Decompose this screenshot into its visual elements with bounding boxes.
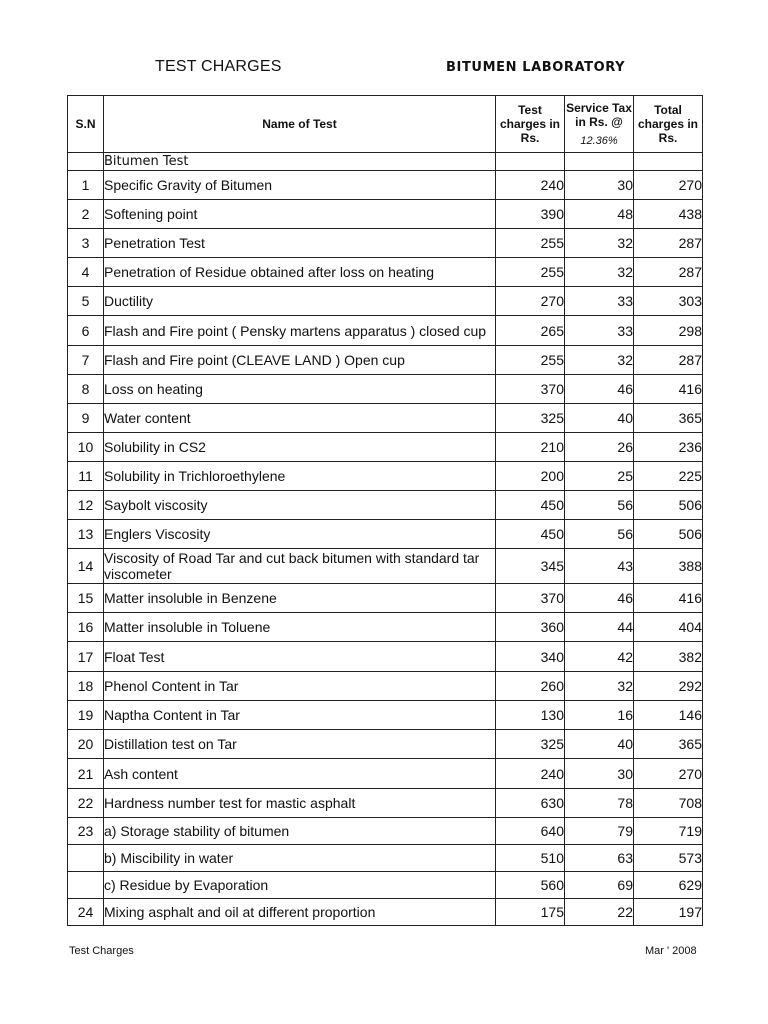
row-test-name: Solubility in CS2 [104, 433, 496, 462]
row-test-charges: 210 [496, 433, 565, 462]
table-row [68, 584, 703, 613]
table-row [68, 789, 703, 818]
row-total-charges: 719 [634, 818, 703, 845]
row-sn: 2 [68, 200, 104, 229]
row-test-name: Hardness number test for mastic asphalt [104, 789, 496, 818]
row-total-charges: 438 [634, 200, 703, 229]
row-sn: 9 [68, 404, 104, 433]
row-total-charges: 365 [634, 730, 703, 759]
row-test-name: Water content [104, 404, 496, 433]
row-total-charges: 225 [634, 462, 703, 491]
table-row [68, 491, 703, 520]
row-sn: 6 [68, 316, 104, 346]
column-header-tax-label: Service Tax in Rs. @ [566, 100, 632, 129]
row-test-charges: 370 [496, 375, 565, 404]
laboratory-title: BITUMEN LABORATORY [446, 60, 626, 75]
table-row [68, 730, 703, 759]
test-charges-table [67, 95, 703, 926]
table-row [68, 404, 703, 433]
table-row [68, 200, 703, 229]
row-service-tax: 30 [565, 171, 634, 200]
row-total-charges: 416 [634, 584, 703, 613]
row-service-tax: 44 [565, 613, 634, 642]
row-total-charges: 287 [634, 229, 703, 258]
table-row [68, 229, 703, 258]
row-sn [68, 872, 104, 899]
table-row [68, 701, 703, 730]
row-test-charges: 255 [496, 229, 565, 258]
table-row [68, 672, 703, 701]
row-service-tax: 79 [565, 818, 634, 845]
table-row [68, 462, 703, 491]
table-row [68, 549, 703, 584]
row-sn: 12 [68, 491, 104, 520]
row-test-charges: 360 [496, 613, 565, 642]
row-test-charges: 390 [496, 200, 565, 229]
row-service-tax: 56 [565, 491, 634, 520]
row-test-name: Specific Gravity of Bitumen [104, 171, 496, 200]
column-header-total: Total charges in Rs. [634, 96, 703, 153]
row-total-charges: 236 [634, 433, 703, 462]
row-test-name: Englers Viscosity [104, 520, 496, 549]
row-sn: 19 [68, 701, 104, 730]
row-service-tax: 78 [565, 789, 634, 818]
row-test-name: Mixing asphalt and oil at different proportion [104, 899, 496, 926]
row-total-charges: 298 [634, 316, 703, 346]
row-test-charges: 325 [496, 730, 565, 759]
row-service-tax: 40 [565, 404, 634, 433]
row-test-charges: 630 [496, 789, 565, 818]
row-service-tax: 25 [565, 462, 634, 491]
row-sn: 18 [68, 672, 104, 701]
row-service-tax: 32 [565, 258, 634, 287]
row-sn: 21 [68, 759, 104, 789]
row-service-tax: 32 [565, 229, 634, 258]
row-test-name: Float Test [104, 642, 496, 672]
row-total-charges: 270 [634, 171, 703, 200]
row-sn: 14 [68, 549, 104, 584]
row-test-charges: 260 [496, 672, 565, 701]
row-sn: 15 [68, 584, 104, 613]
row-service-tax: 22 [565, 899, 634, 926]
row-service-tax: 33 [565, 316, 634, 346]
row-test-name: Saybolt viscosity [104, 491, 496, 520]
row-test-name: Matter insoluble in Benzene [104, 584, 496, 613]
table-row [68, 818, 703, 845]
table-row [68, 287, 703, 316]
table-header-row [68, 96, 703, 153]
row-test-charges: 130 [496, 701, 565, 730]
row-test-charges: 270 [496, 287, 565, 316]
row-total-charges: 573 [634, 845, 703, 872]
row-total-charges: 270 [634, 759, 703, 789]
section-label: Bitumen Test [104, 153, 496, 171]
row-test-name: Viscosity of Road Tar and cut back bitumen with standard tar viscometer [104, 549, 496, 584]
row-test-name: Penetration of Residue obtained after loss on heating [104, 258, 496, 287]
row-sn: 3 [68, 229, 104, 258]
table-row [68, 613, 703, 642]
row-test-name: Flash and Fire point ( Pensky martens apparatus ) closed cup [104, 316, 496, 346]
row-test-name: Matter insoluble in Toluene [104, 613, 496, 642]
document-title: TEST CHARGES [155, 58, 282, 75]
row-total-charges: 388 [634, 549, 703, 584]
table-row [68, 759, 703, 789]
row-service-tax: 43 [565, 549, 634, 584]
row-service-tax: 63 [565, 845, 634, 872]
row-test-name: Penetration Test [104, 229, 496, 258]
row-service-tax: 16 [565, 701, 634, 730]
row-test-charges: 255 [496, 258, 565, 287]
row-test-name: Flash and Fire point (CLEAVE LAND ) Open cup [104, 346, 496, 375]
table-row [68, 346, 703, 375]
table-row [68, 171, 703, 200]
row-test-name: Distillation test on Tar [104, 730, 496, 759]
table-row [68, 375, 703, 404]
row-sn [68, 845, 104, 872]
row-service-tax: 46 [565, 584, 634, 613]
table-row [68, 845, 703, 872]
row-sn: 1 [68, 171, 104, 200]
row-sn: 10 [68, 433, 104, 462]
row-test-name: Phenol Content in Tar [104, 672, 496, 701]
row-test-charges: 265 [496, 316, 565, 346]
row-sn: 5 [68, 287, 104, 316]
row-service-tax: 32 [565, 672, 634, 701]
table-row [68, 433, 703, 462]
row-sn: 23 [68, 818, 104, 845]
row-total-charges: 404 [634, 613, 703, 642]
row-total-charges: 416 [634, 375, 703, 404]
row-test-name: Naptha Content in Tar [104, 701, 496, 730]
row-test-charges: 510 [496, 845, 565, 872]
row-test-name: Ductility [104, 287, 496, 316]
column-header-name: Name of Test [104, 96, 496, 153]
row-total-charges: 708 [634, 789, 703, 818]
column-header-tax-rate: 12.36% [580, 134, 618, 147]
row-total-charges: 303 [634, 287, 703, 316]
row-sn: 17 [68, 642, 104, 672]
table-row [68, 899, 703, 926]
row-test-name: Loss on heating [104, 375, 496, 404]
column-header-tax [565, 96, 634, 153]
row-test-name: Ash content [104, 759, 496, 789]
row-test-name: Softening point [104, 200, 496, 229]
row-sn: 16 [68, 613, 104, 642]
row-test-name: b) Miscibility in water [104, 845, 496, 872]
footer-left: Test Charges [69, 945, 134, 957]
row-test-charges: 370 [496, 584, 565, 613]
row-sn: 8 [68, 375, 104, 404]
row-service-tax: 56 [565, 520, 634, 549]
row-total-charges: 506 [634, 491, 703, 520]
row-sn: 4 [68, 258, 104, 287]
row-test-name: Solubility in Trichloroethylene [104, 462, 496, 491]
row-service-tax: 69 [565, 872, 634, 899]
row-test-charges: 255 [496, 346, 565, 375]
row-total-charges: 506 [634, 520, 703, 549]
row-test-charges: 240 [496, 171, 565, 200]
row-test-charges: 560 [496, 872, 565, 899]
row-test-charges: 340 [496, 642, 565, 672]
row-total-charges: 197 [634, 899, 703, 926]
row-total-charges: 382 [634, 642, 703, 672]
table-row [68, 642, 703, 672]
row-total-charges: 365 [634, 404, 703, 433]
row-test-charges: 450 [496, 491, 565, 520]
footer-date: Mar ' 2008 [645, 945, 697, 957]
row-test-name: a) Storage stability of bitumen [104, 818, 496, 845]
row-total-charges: 292 [634, 672, 703, 701]
row-sn: 24 [68, 899, 104, 926]
row-sn: 20 [68, 730, 104, 759]
row-total-charges: 629 [634, 872, 703, 899]
row-sn: 7 [68, 346, 104, 375]
row-test-charges: 325 [496, 404, 565, 433]
row-test-charges: 640 [496, 818, 565, 845]
row-service-tax: 46 [565, 375, 634, 404]
table-row [68, 258, 703, 287]
row-test-charges: 240 [496, 759, 565, 789]
row-test-charges: 450 [496, 520, 565, 549]
row-sn: 11 [68, 462, 104, 491]
row-test-charges: 345 [496, 549, 565, 584]
row-test-charges: 175 [496, 899, 565, 926]
column-header-charges: Test charges in Rs. [496, 96, 565, 153]
row-service-tax: 42 [565, 642, 634, 672]
row-test-charges: 200 [496, 462, 565, 491]
column-header-sn: S.N [68, 96, 104, 153]
row-service-tax: 30 [565, 759, 634, 789]
row-total-charges: 287 [634, 258, 703, 287]
row-sn: 22 [68, 789, 104, 818]
table-row [68, 872, 703, 899]
row-service-tax: 48 [565, 200, 634, 229]
row-service-tax: 40 [565, 730, 634, 759]
row-sn: 13 [68, 520, 104, 549]
row-test-name: c) Residue by Evaporation [104, 872, 496, 899]
row-total-charges: 287 [634, 346, 703, 375]
section-row [68, 153, 703, 171]
row-service-tax: 26 [565, 433, 634, 462]
row-service-tax: 33 [565, 287, 634, 316]
row-service-tax: 32 [565, 346, 634, 375]
table-row [68, 316, 703, 346]
row-total-charges: 146 [634, 701, 703, 730]
table-row [68, 520, 703, 549]
